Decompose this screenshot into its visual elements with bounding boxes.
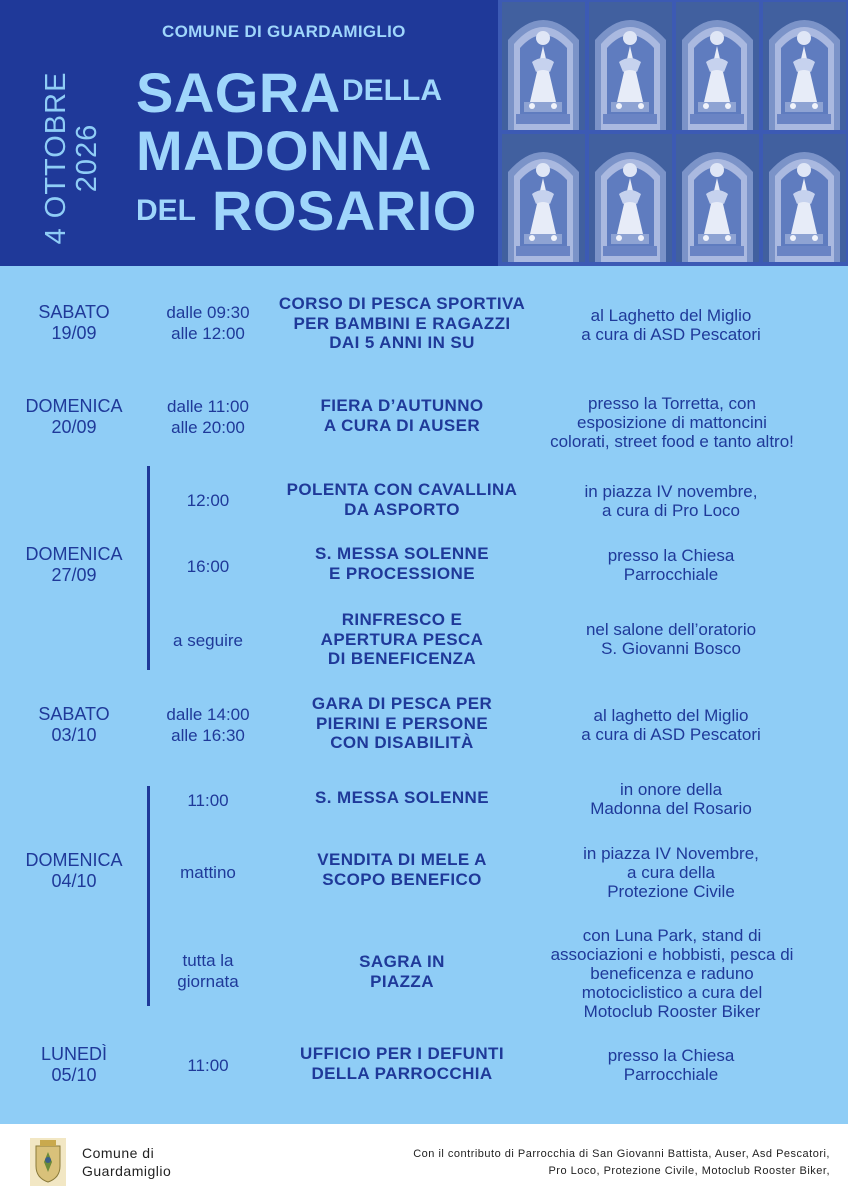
event-title [278,294,526,353]
event-title-line: S. MESSA SOLENNE [315,544,489,563]
event-title-line: UFFICIO PER I DEFUNTI [300,1044,504,1063]
event-day-line: 04/10 [51,871,97,891]
event-location-line: Parrocchiale [623,565,719,584]
event-date-year: 2026 [71,123,103,193]
title-word-sagra: SAGRA [136,61,341,124]
comune-name-line: Guardamiglio [82,1163,172,1179]
event-time-line: giornata [177,972,239,991]
organizer-name: COMUNE DI GUARDAMIGLIO [162,22,406,41]
event-time-line: tutta la [182,951,234,970]
event-date-day-month: 4 OTTOBRE [40,71,72,245]
event-location-line: presso la Chiesa [607,546,735,565]
madonna-statue-photo [589,134,672,262]
madonna-statue-photo [676,134,759,262]
event-time [148,396,268,438]
event-title-line: FIERA D’AUTUNNO [320,396,484,415]
comune-crest-icon [30,1138,66,1190]
event-location-line: a cura di ASD Pescatori [581,325,761,344]
title-word-madonna: MADONNA [136,119,432,182]
event-time [164,790,252,811]
event-day-line: 05/10 [51,1065,97,1085]
event-location-line: Motoclub Rooster Biker [583,1002,761,1021]
event-time [148,302,268,344]
event-title-line: DAI 5 ANNI IN SU [329,333,475,352]
event-location-line: Parrocchiale [623,1065,719,1084]
event-title-line: RINFRESCO E [341,610,463,629]
title-word-rosario: ROSARIO [212,179,477,242]
event-day-line: 03/10 [51,725,97,745]
comune-name-line: Comune di [82,1145,155,1161]
event-day-line: SABATO [38,704,110,724]
event-location-line: in piazza IV Novembre, [583,844,759,863]
event-title [278,480,526,519]
event-day [16,302,132,344]
event-location-line: Protezione Civile [607,882,735,901]
event-day [14,850,134,892]
title-word-del: DEL [136,194,196,227]
sponsors-credits [290,1146,830,1180]
madonna-statue-photo [502,134,585,262]
event-title-line: VENDITA DI MELE A [317,850,487,869]
event-time [164,1055,252,1076]
event-title-line: SCOPO BENEFICO [322,869,482,889]
event-location-line: al laghetto del Miglio [593,706,749,725]
event-location-line: esposizione di mattoncini [577,413,767,432]
event-location-line: Madonna del Rosario [590,799,752,818]
event-location-line: nel salone dell’oratorio [585,620,757,639]
event-location-line: beneficenza e raduno [590,964,754,983]
event-day-line: 19/09 [51,323,97,343]
madonna-statue-photo [763,2,846,130]
event-time [164,490,252,511]
event-time [150,950,266,992]
event-time-line: alle 20:00 [171,418,245,437]
event-title-line: CON DISABILITÀ [330,733,474,752]
event-location-line: presso la Torretta, con [588,394,756,413]
event-location [540,780,802,818]
event-time-line: dalle 11:00 [167,397,249,416]
day-group-bar [147,786,150,1006]
event-time-line: dalle 14:00 [166,705,250,724]
event-location-line: S. Giovanni Bosco [601,639,741,658]
event-location-line: al Laghetto del Miglio [590,306,752,325]
event-location-line: in onore della [619,780,723,799]
event-title-line: POLENTA CON CAVALLINA [286,480,518,499]
event-day [16,704,132,746]
event-title [278,850,526,889]
event-time-line: mattino [180,863,236,882]
event-location [512,394,832,451]
event-time-line: dalle 09:30 [166,303,250,322]
event-location-line: motociclistico a cura del [581,983,763,1002]
event-title-line: PIERINI E PERSONE [315,713,489,733]
event-title-line: PIAZZA [370,971,434,991]
event-location-line: associazioni e hobbisti, pesca di [550,945,794,964]
event-title-line: E PROCESSIONE [329,563,475,583]
event-date [40,71,103,245]
event-title [278,396,526,435]
madonna-statue-photo [676,2,759,130]
event-time [164,862,252,883]
event-location [540,706,802,744]
event-title-line: DA ASPORTO [344,499,460,519]
event-location-line: a cura della [627,863,715,882]
event-time-line: 16:00 [186,557,230,576]
event-title-line: APERTURA PESCA [320,629,484,649]
event-title-line: A CURA DI AUSER [323,415,481,435]
madonna-statue-photo [502,2,585,130]
event-location-line: colorati, street food e tanto altro! [550,432,794,451]
event-title [278,610,526,669]
event-day-line: SABATO [38,302,110,322]
event-time-line: a seguire [173,631,243,650]
event-time [164,556,252,577]
madonna-statue-photo [763,134,846,262]
footer [0,1124,848,1200]
event-location-line: a cura di Pro Loco [602,501,740,520]
event-title [278,694,526,753]
event-title-line: PER BAMBINI E RAGAZZI [293,313,511,333]
event-title-line: SAGRA IN [359,952,445,971]
event-day [14,544,134,586]
event-title-line: DI BENEFICENZA [327,649,477,668]
event-title [278,788,526,808]
event-day-line: DOMENICA [25,396,123,416]
comune-name [82,1144,171,1180]
event-location-line: a cura di ASD Pescatori [581,725,761,744]
event-time-line: alle 16:30 [171,726,245,745]
header-banner [0,0,848,266]
event-day-line: DOMENICA [25,544,123,564]
event-time [148,704,268,746]
event-day-line: LUNEDÌ [40,1044,107,1064]
event-title [278,1044,526,1083]
event-location [512,926,832,1021]
event-title [278,544,526,583]
event-location [540,620,802,658]
event-location-line: con Luna Park, stand di [582,926,762,945]
title-word-della: DELLA [342,74,442,107]
event-location-line: presso la Chiesa [607,1046,735,1065]
event-day-line: DOMENICA [25,850,123,870]
event-day-line: 20/09 [51,417,97,437]
sponsors-line: Pro Loco, Protezione Civile, Motoclub Rooster Biker, [548,1165,830,1177]
event-title-line: CORSO DI PESCA SPORTIVA [278,294,526,313]
day-group-bar [147,466,150,670]
madonna-statue-photo [589,2,672,130]
event-day [16,1044,132,1086]
event-location [540,306,802,344]
event-location [540,482,802,520]
sponsors-line: Con il contributo di Parrocchia di San Giovanni Battista, Auser, Asd Pescatori, [413,1148,830,1160]
event-time [150,630,266,651]
event-title-line: GARA DI PESCA PER [311,694,493,713]
event-time-line: 11:00 [187,791,229,810]
event-location-line: in piazza IV novembre, [584,482,758,501]
event-title-line: S. MESSA SOLENNE [315,788,489,807]
event-day [14,396,134,438]
event-title [278,952,526,991]
event-time-line: alle 12:00 [171,324,245,343]
event-location [540,546,802,584]
event-time-line: 11:00 [187,1056,229,1075]
event-location [540,844,802,901]
event-time-line: 12:00 [186,491,230,510]
event-location [540,1046,802,1084]
event-day-line: 27/09 [51,565,97,585]
event-title-line: DELLA PARROCCHIA [311,1063,493,1083]
madonna-statue-photo-grid [498,0,848,266]
